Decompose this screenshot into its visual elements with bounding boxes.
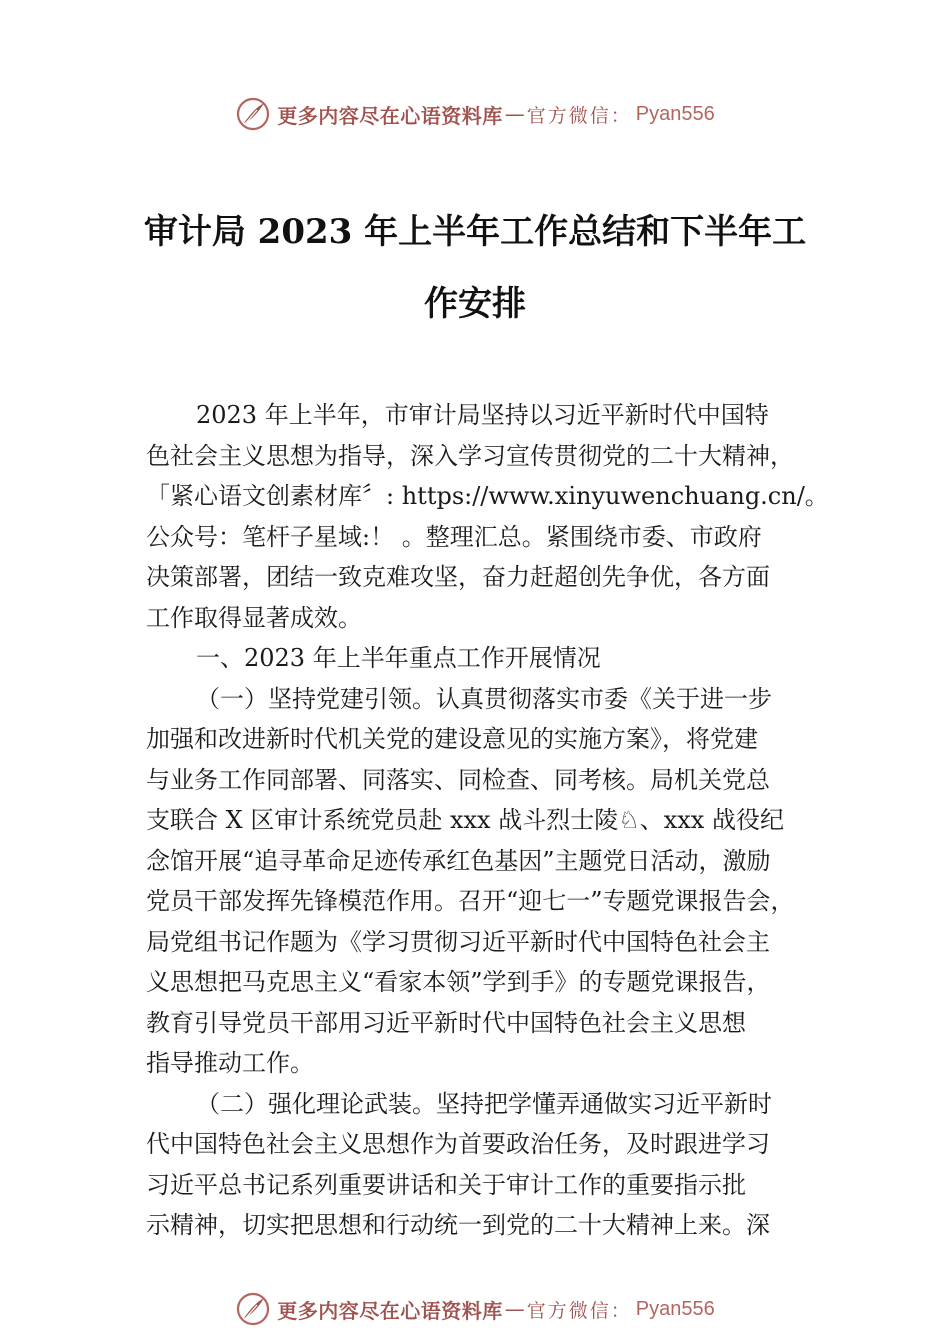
header-watermark-banner <box>0 94 950 134</box>
text-line: 公众号：笔杆子星域:！ 。整理汇总。紧围绕市委、市政府 <box>146 522 762 551</box>
section-heading <box>146 638 811 679</box>
text-line: 念馆开展“追寻革命足迹传承红色基因”主题党日活动，激励 <box>146 846 771 875</box>
text-line: 2023 年上半年，市审计局坚持以习近平新时代中国特 <box>196 401 769 429</box>
wechat-label: 官方微信： <box>526 104 632 127</box>
section-1-paragraph <box>146 679 811 1084</box>
text-line: 加强和改进新时代机关党的建设意见的实施方案》，将党建 <box>146 725 758 753</box>
text-line: 决策部署，团结一致克难攻坚，奋力赶超创先争优，各方面 <box>146 563 770 591</box>
text-line: 支联合 X 区审计系统党员赴 xxx 战斗烈士陵♘、xxx 战役纪 <box>146 806 784 834</box>
watermark-text: 更多内容尽在心语资料库 <box>277 103 503 128</box>
watermark-dash: — <box>504 1297 525 1321</box>
wechat-id: Pyan556 <box>635 1297 715 1320</box>
text-line: 色社会主义思想为指导，深入学习宣传贯彻党的二十大精神， <box>146 441 794 470</box>
title-line-1: 审计局 2023 年上半年工作总结和下半年工 <box>143 212 807 252</box>
text-line: 党员干部发挥先锋模范作用。召开“迎七一”专题党课报告会， <box>146 887 795 915</box>
text-line: 习近平总书记系列重要讲话和关于审计工作的重要指示批 <box>146 1170 746 1199</box>
intro-paragraph <box>146 395 829 638</box>
text-line: 局党组书记作题为《学习贯彻习近平新时代中国特色社会主 <box>146 927 770 956</box>
text-line: 教育引导党员干部用习近平新时代中国特色社会主义思想 <box>146 1008 746 1037</box>
text-line: 示精神，切实把思想和行动统一到党的二十大精神上来。深 <box>146 1211 770 1239</box>
text-line: 与业务工作同部署、同落实、同检查、同考核。局机关党总 <box>146 765 770 794</box>
section-2-paragraph <box>146 1084 811 1246</box>
text-line: 工作取得显著成效。 <box>146 603 362 632</box>
document-body <box>146 395 829 1246</box>
wechat-id: Pyan556 <box>635 102 715 125</box>
text-line: 「紧心语文创素材库〞: https://www.xinyuwenchuang.cn/。 <box>146 482 829 510</box>
title-line-2: 作安排 <box>424 284 526 324</box>
footer-watermark-banner <box>0 1289 950 1329</box>
watermark-dash: — <box>504 102 525 126</box>
text-line: （一）坚持党建引领。认真贯彻落实市委《关于进一步 <box>196 684 772 713</box>
quill-logo-icon <box>235 96 271 132</box>
text-line: 一、2023 年上半年重点工作开展情况 <box>196 644 601 672</box>
document-title <box>110 196 840 340</box>
text-line: 代中国特色社会主义思想作为首要政治任务，及时跟进学习 <box>146 1130 770 1158</box>
text-line: 义思想把马克思主义“看家本领”学到手》的专题党课报告， <box>146 968 771 996</box>
wechat-label: 官方微信： <box>526 1299 632 1322</box>
text-line: （二）强化理论武装。坚持把学懂弄通做实习近平新时 <box>196 1089 772 1118</box>
text-line: 指导推动工作。 <box>146 1049 314 1077</box>
watermark-text: 更多内容尽在心语资料库 <box>277 1298 503 1323</box>
quill-logo-icon <box>235 1291 271 1327</box>
